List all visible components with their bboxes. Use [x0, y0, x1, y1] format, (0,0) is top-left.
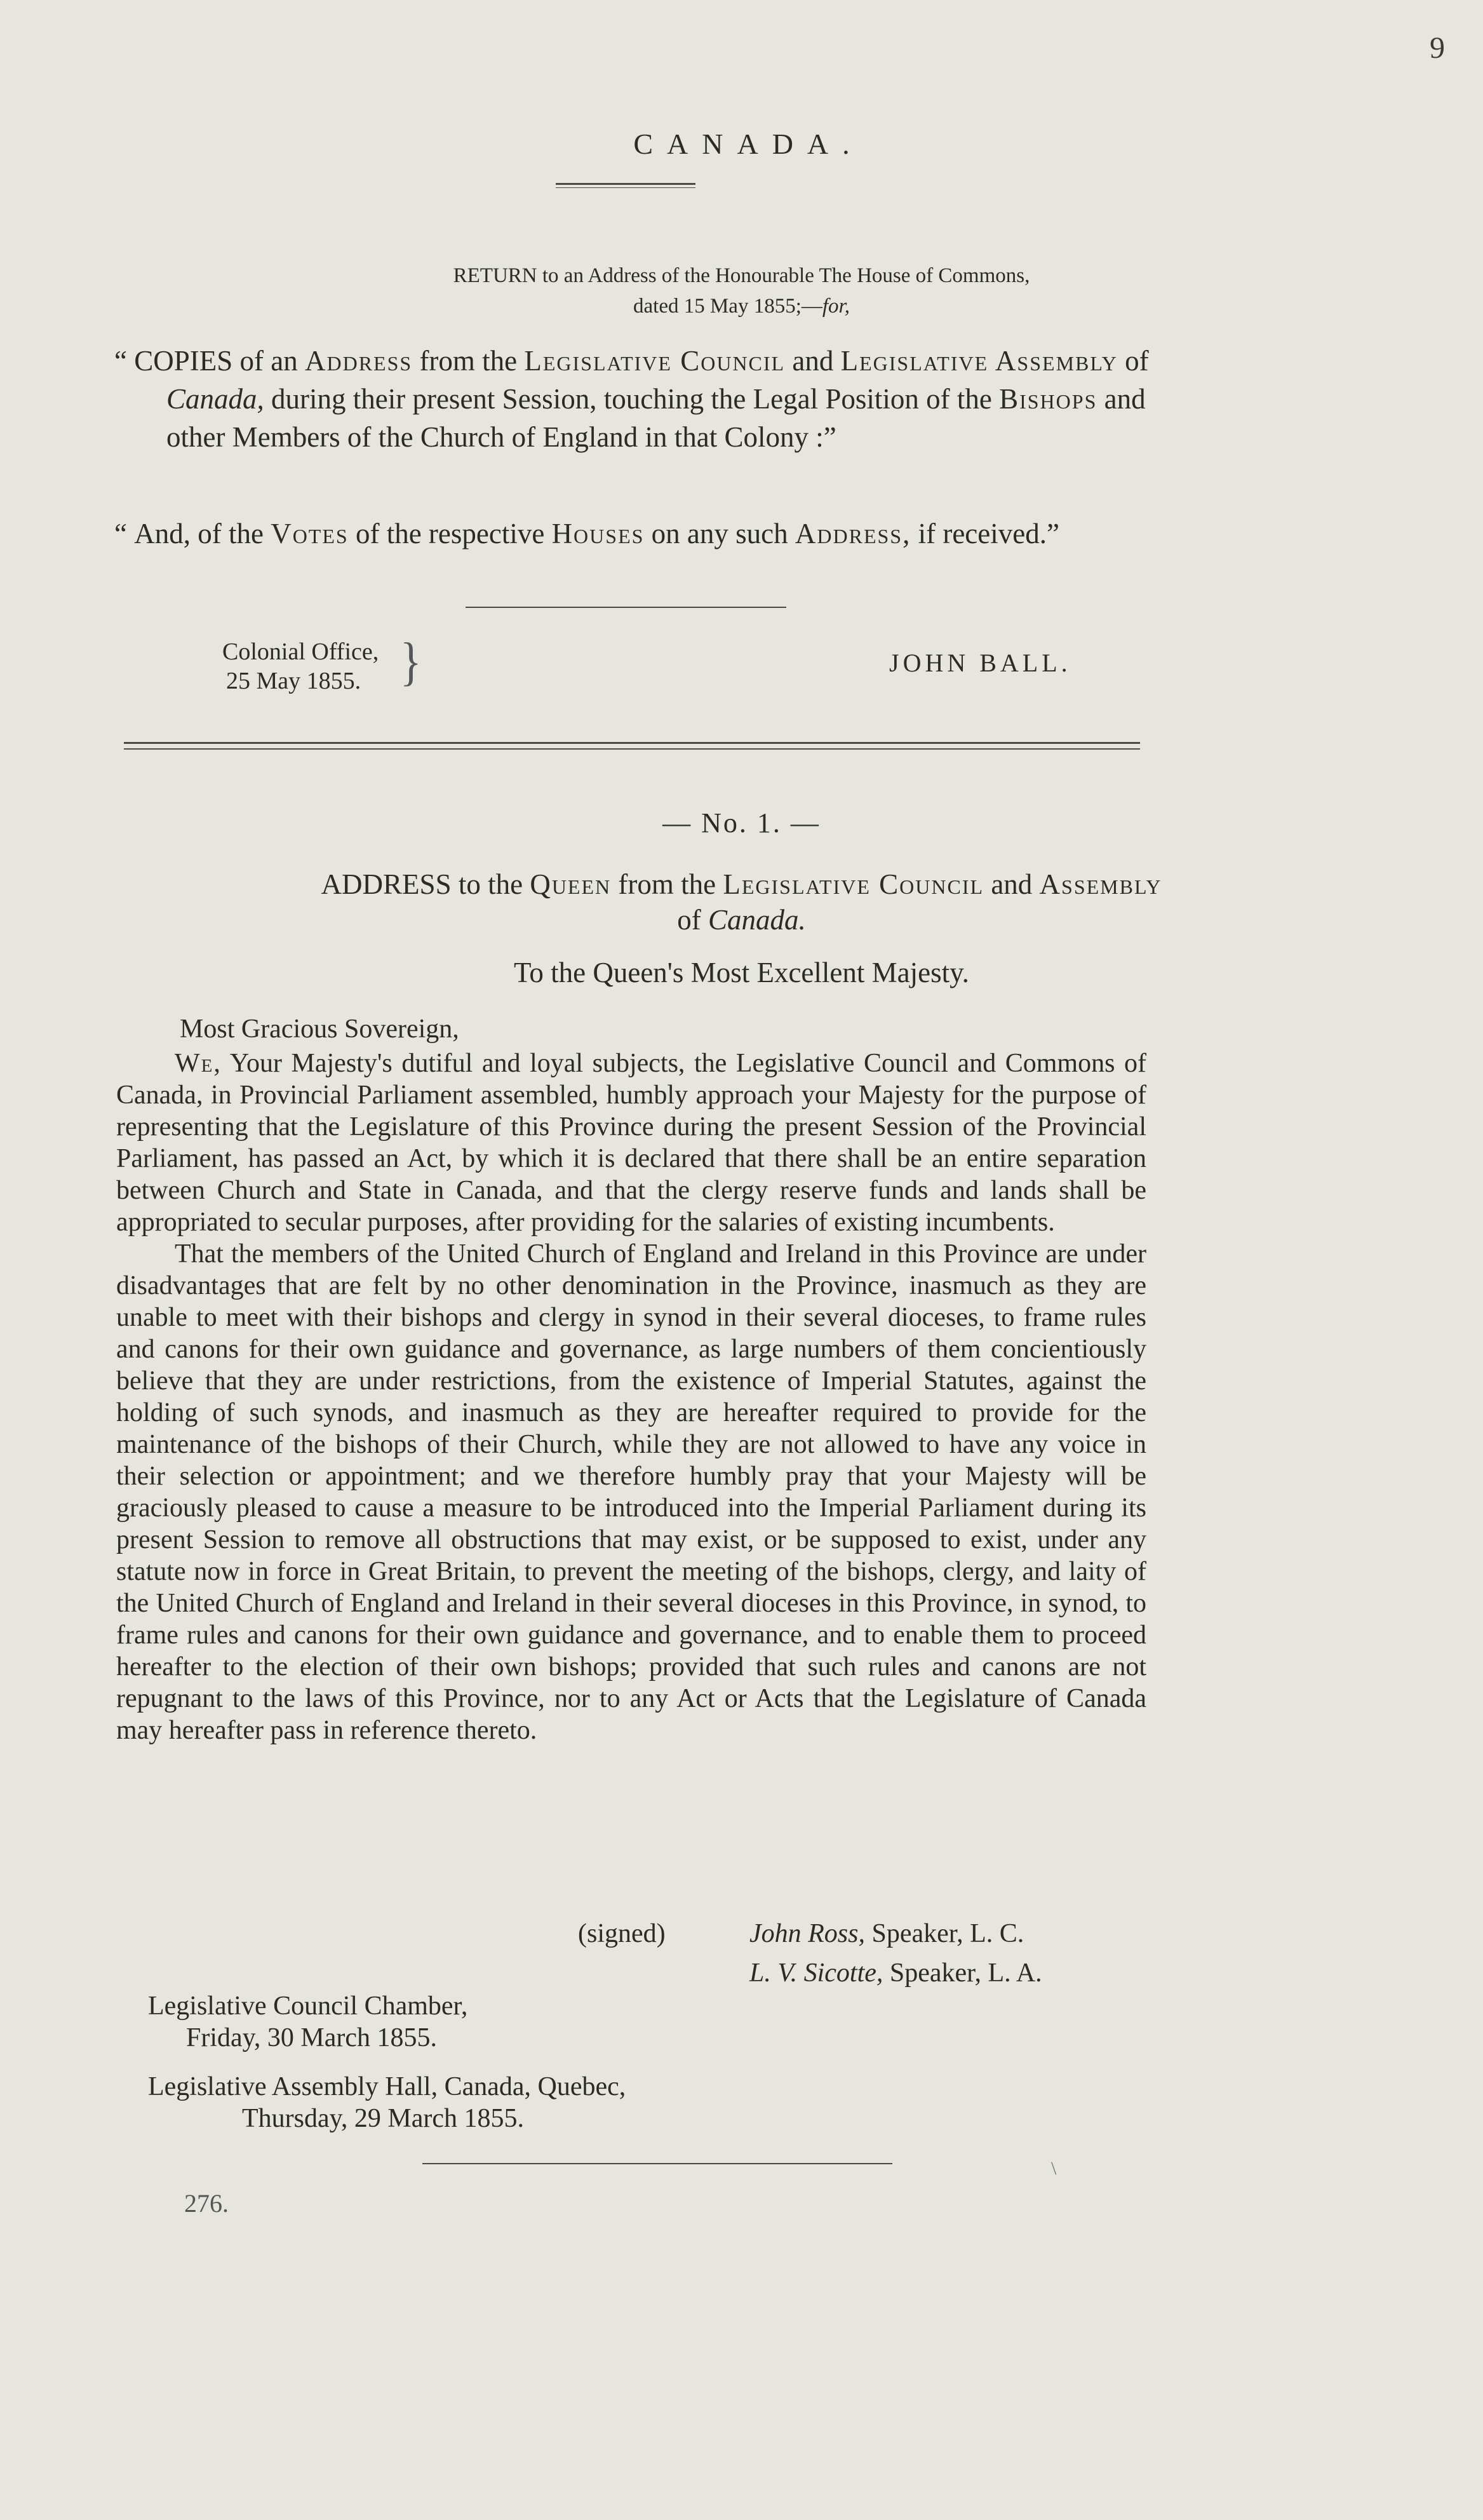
title-rule-2 — [556, 187, 695, 188]
double-rule-top — [124, 742, 1140, 744]
assembly-hall: Legislative Assembly Hall, Canada, Quebec, Thursday, 29 March 1855. — [148, 2072, 626, 2133]
signature-1: John Ross, Speaker, L. C. — [749, 1919, 1024, 1948]
section-number: — No. 1. — — [662, 807, 821, 839]
signed-label: (signed) — [578, 1919, 666, 1948]
double-rule-bottom — [124, 748, 1140, 750]
return-line-2: dated 15 May 1855;—for, — [633, 295, 850, 318]
brace-mark: } — [400, 633, 422, 692]
office-line-1: Colonial Office, — [222, 638, 379, 665]
paragraph-2: That the members of the United Church of England and Ireland in this Province are under disadvantages that are felt by no other denomination in the Province, inasmuch as they are unable to meet with their bishops and clergy in synod in their several dioceses, to frame rules and canons for their own guidance and governance, as large numbers of them concientiously believe that they are under restrictions, from the existence of Imperial Statutes, against the holding of such synods, and inasmuch as they are hereafter required to provide for the maintenance of the bishops of their Church, while they are not allowed to have any voice in their selection or appointment; and we therefore humbly pray that your Majesty will be graciously pleased to cause a measure to be introduced into the Imperial Parliament during its present Session to remove all obstructions that may exist, or be supposed to exist, under any statute now in force in Great Britain, to prevent the meeting of the bishops, clergy, and laity of the United Church of England and Ireland in their several dioceses in this Province, in synod, to frame rules and canons for their own guidance and governance, and to enable them to proceed hereafter to the election of their own bishops; provided that such rules and canons are not repugnant to the laws of this Province, nor to any Act or Acts that the Legislature of Canada may hereafter pass in reference thereto. — [116, 1239, 1146, 1745]
closing-rule — [422, 2163, 892, 2164]
return-heading — [0, 260, 1483, 321]
short-rule — [466, 607, 786, 608]
return-line-1: RETURN to an Address of the Honourable The House of Commons, — [453, 264, 1030, 287]
page-number: 9 — [1430, 31, 1445, 65]
copies-paragraph: “ COPIES of an Address from the Legislative Council and Legislative Assembly of Canada, during their present Session, touching the Legal Position of the Bishops and other Members of the Church of England in that Colony :” — [114, 345, 1149, 453]
stray-mark: \ — [1051, 2158, 1057, 2179]
votes-paragraph: “ And, of the Votes of the respective Houses on any such Address, if received.” — [114, 518, 1059, 549]
document-title: CANADA. — [633, 128, 864, 160]
title-rule — [556, 183, 695, 185]
file-number: 276. — [184, 2189, 229, 2218]
signature-2: L. V. Sicotte, Speaker, L. A. — [749, 1958, 1042, 1988]
signer-name: JOHN BALL. — [889, 649, 1071, 677]
office-date — [222, 637, 379, 696]
salutation: Most Gracious Sovereign, — [180, 1014, 459, 1044]
address-body — [116, 1013, 1146, 1746]
office-line-2: 25 May 1855. — [226, 668, 361, 694]
address-heading: ADDRESS to the Queen from the Legislative Council and Assembly of Canada. — [321, 868, 1162, 936]
council-chamber: Legislative Council Chamber, Friday, 30 March 1855. — [148, 1991, 468, 2052]
to-queen-line: To the Queen's Most Excellent Majesty. — [514, 957, 969, 988]
paragraph-1: We, Your Majesty's dutiful and loyal subjects, the Legislative Council and Commons of Canada, in Provincial Parliament assembled, humbly approach your Majesty for the purpose of representing that the Legislature of this Province during the present Session of the Provincial Parliament, has passed an Act, by which it is declared that there shall be an entire separation between Church and State in Canada, and that the clergy reserve funds and lands shall be appropriated to secular purposes, after providing for the salaries of existing incumbents. — [116, 1049, 1146, 1237]
